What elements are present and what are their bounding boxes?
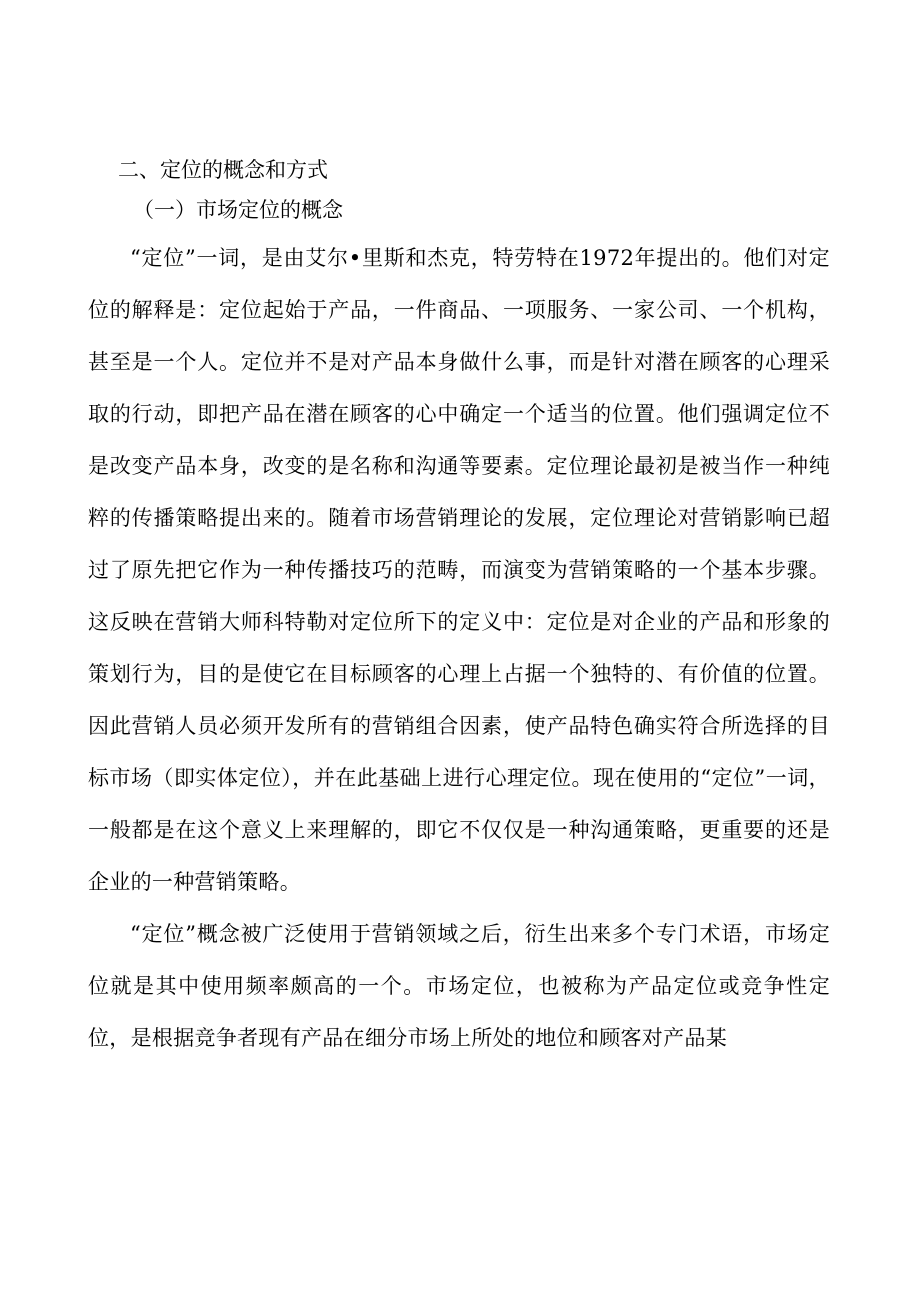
paragraph-market-positioning: “定位”概念被广泛使用于营销领域之后，衍生出来多个专门术语，市场定位就是其中使用频率颇高的一个。市场定位，也被称为产品定位或竞争性定位，是根据竞争者现有产品在细分市场上所处的地位和顾客对产品某 [88, 922, 830, 1050]
document-body [88, 150, 830, 1064]
section-heading: 二、定位的概念和方式 [118, 158, 328, 182]
subsection-heading: （一）市场定位的概念 [133, 198, 343, 222]
paragraph-definition-origin: “定位”一词，是由艾尔•里斯和杰克，特劳特在1972年提出的。他们对定位的解释是：定位起始于产品，一件商品、一项服务、一家公司、一个机构，甚至是一个人。定位并不是对产品本身做什么事，而是针对潜在顾客的心理采取的行动，即把产品在潜在顾客的心中确定一个适当的位置。他们强调定位不是改变产品本身，改变的是名称和沟通等要素。定位理论最初是被当作一种纯粹的传播策略提出来的。随着市场营销理论的发展，定位理论对营销影响已超过了原先把它作为一种传播技巧的范畴，而演变为营销策略的一个基本步骤。这反映在营销大师科特勒对定位所下的定义中：定位是对企业的产品和形象的策划行为，目的是使它在目标顾客的心理上占据一个独特的、有价值的位置。因此营销人员必须开发所有的营销组合因素，使产品特色确实符合所选择的目标市场（即实体定位），并在此基础上进行心理定位。现在使用的“定位”一词，一般都是在这个意义上来理解的，即它不仅仅是一种沟通策略，更重要的还是企业的一种营销策略。 [88, 246, 830, 894]
